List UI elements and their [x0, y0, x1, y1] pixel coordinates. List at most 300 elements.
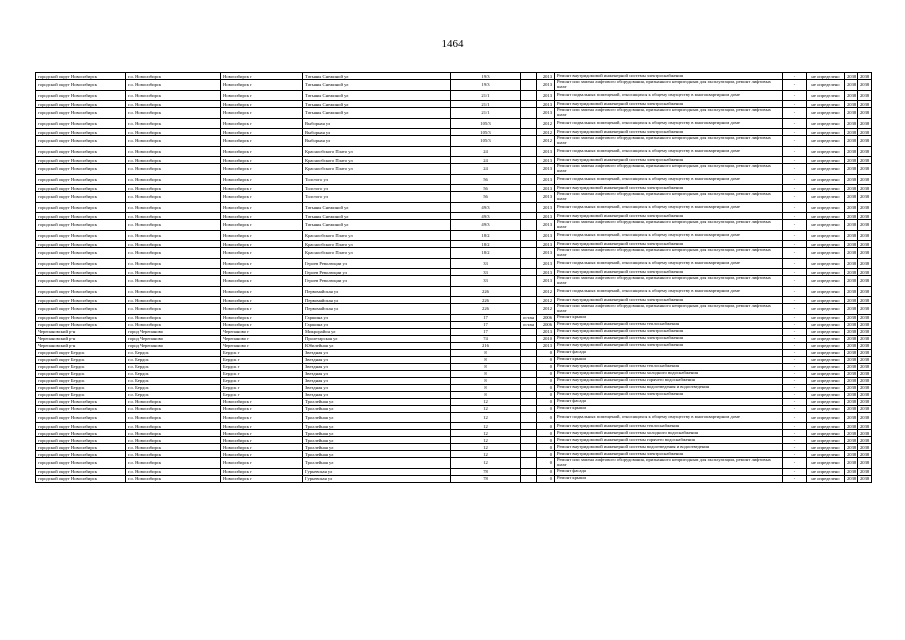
note-cell: не определено: [807, 321, 845, 328]
okrug-cell: городской округ Новосибирск: [36, 90, 126, 101]
house-number-cell: 74: [451, 335, 521, 342]
end-year-cell: 2038: [858, 185, 872, 192]
table-row: [36, 349, 872, 356]
municipality-cell: г.о. Новосибирск: [126, 458, 221, 469]
house-number-cell: 33: [451, 276, 521, 287]
okrug-cell: городской округ Новосибирск: [36, 80, 126, 91]
street-cell: Татьяны Снежиной ул: [303, 101, 451, 108]
note-cell: не определено: [807, 118, 845, 129]
status-flag-cell: [521, 356, 537, 363]
dash-cell: -: [783, 356, 807, 363]
end-year-cell: 2038: [858, 276, 872, 287]
city-cell: Новосибирск г: [221, 90, 303, 101]
dash-cell: -: [783, 164, 807, 175]
note-cell: не определено: [807, 458, 845, 469]
start-year-cell: 2038: [845, 458, 858, 469]
street-cell: Звездная ул: [303, 349, 451, 356]
dash-cell: -: [783, 297, 807, 304]
municipality-cell: г.о. Новосибирск: [126, 269, 221, 276]
city-cell: Новосибирск г: [221, 136, 303, 147]
table-row: [36, 405, 872, 412]
city-cell: Бердск г: [221, 356, 303, 363]
year-cell: 2013: [537, 164, 555, 175]
house-number-cell: 12: [451, 451, 521, 458]
city-cell: Новосибирск г: [221, 248, 303, 259]
work-type-cell: Ремонт подвальных помещений, относящихся к общему имуществу в многоквартирном доме: [555, 230, 783, 241]
year-cell: 2013: [537, 342, 555, 349]
table-row: [36, 118, 872, 129]
year-cell: 0: [537, 405, 555, 412]
dash-cell: -: [783, 444, 807, 451]
dash-cell: -: [783, 174, 807, 185]
note-cell: не определено: [807, 213, 845, 220]
street-cell: Троллейная ул: [303, 451, 451, 458]
street-cell: Первомайская ул: [303, 297, 451, 304]
end-year-cell: 2038: [858, 129, 872, 136]
municipality-cell: г.о. Новосибирск: [126, 412, 221, 423]
status-flag-cell: [521, 101, 537, 108]
status-flag-cell: [521, 192, 537, 203]
table-row: [36, 451, 872, 458]
status-flag-cell: [521, 248, 537, 259]
city-cell: Черепаново г: [221, 342, 303, 349]
municipality-cell: г.о. Новосибирск: [126, 90, 221, 101]
status-flag-cell: [521, 73, 537, 80]
work-type-cell: Ремонт или замена лифтового оборудования, признанного непригодным для эксплуатации, ремонт лифтовых шахт: [555, 458, 783, 469]
okrug-cell: городской округ Новосибирск: [36, 430, 126, 437]
okrug-cell: городской округ Новосибирск: [36, 164, 126, 175]
start-year-cell: 2038: [845, 304, 858, 315]
status-flag-cell: [521, 468, 537, 475]
work-type-cell: Ремонт внутридомовой инженерной системы теплоснабжения: [555, 321, 783, 328]
city-cell: Новосибирск г: [221, 314, 303, 321]
street-cell: Гаршина ул: [303, 321, 451, 328]
table-row: [36, 391, 872, 398]
table-row: [36, 230, 872, 241]
house-number-cell: 8: [451, 384, 521, 391]
work-type-cell: Ремонт внутридомовой инженерной системы холодного водоснабжения: [555, 430, 783, 437]
end-year-cell: 2038: [858, 342, 872, 349]
end-year-cell: 2038: [858, 356, 872, 363]
city-cell: Новосибирск г: [221, 230, 303, 241]
dash-cell: -: [783, 451, 807, 458]
okrug-cell: городской округ Бердск: [36, 384, 126, 391]
table-row: [36, 213, 872, 220]
table-row: [36, 192, 872, 203]
work-type-cell: Ремонт внутридомовой инженерной системы электроснабжения: [555, 241, 783, 248]
municipality-cell: г.о. Бердск: [126, 391, 221, 398]
municipality-cell: г.о. Новосибирск: [126, 444, 221, 451]
street-cell: Троллейная ул: [303, 423, 451, 430]
city-cell: Новосибирск г: [221, 185, 303, 192]
house-number-cell: 226: [451, 304, 521, 315]
city-cell: Новосибирск г: [221, 258, 303, 269]
municipality-cell: г.о. Новосибирск: [126, 80, 221, 91]
status-flag-cell: [521, 129, 537, 136]
municipality-cell: г.о. Бердск: [126, 370, 221, 377]
note-cell: не определено: [807, 423, 845, 430]
status-flag-cell: [521, 398, 537, 405]
city-cell: Бердск г: [221, 349, 303, 356]
municipality-cell: г.о. Бердск: [126, 363, 221, 370]
table-row: [36, 241, 872, 248]
work-type-cell: Ремонт крыши: [555, 314, 783, 321]
work-type-cell: Ремонт фасада: [555, 349, 783, 356]
okrug-cell: городской округ Новосибирск: [36, 475, 126, 482]
house-number-cell: 21/1: [451, 101, 521, 108]
municipality-cell: г.о. Новосибирск: [126, 157, 221, 164]
house-number-cell: 12: [451, 458, 521, 469]
municipality-cell: г.о. Новосибирск: [126, 192, 221, 203]
work-type-cell: Ремонт или замена лифтового оборудования, признанного непригодным для эксплуатации, ремонт лифтовых шахт: [555, 136, 783, 147]
start-year-cell: 2038: [845, 297, 858, 304]
city-cell: Новосибирск г: [221, 468, 303, 475]
end-year-cell: 2038: [858, 391, 872, 398]
table-row: [36, 342, 872, 349]
street-cell: Краснообского Плато ул: [303, 241, 451, 248]
year-cell: 0: [537, 458, 555, 469]
year-cell: 0: [537, 349, 555, 356]
work-type-cell: Ремонт или замена лифтового оборудования, признанного непригодным для эксплуатации, ремонт лифтовых шахт: [555, 80, 783, 91]
note-cell: не определено: [807, 430, 845, 437]
table-row: [36, 304, 872, 315]
note-cell: не определено: [807, 398, 845, 405]
year-cell: 2013: [537, 108, 555, 119]
note-cell: не определено: [807, 241, 845, 248]
city-cell: Бердск г: [221, 391, 303, 398]
street-cell: Микрорайон ул: [303, 328, 451, 335]
status-flag-cell: [521, 297, 537, 304]
work-type-cell: Ремонт подвальных помещений, относящихся к общему имуществу в многоквартирном доме: [555, 146, 783, 157]
start-year-cell: 2038: [845, 129, 858, 136]
page-number: 1464: [441, 38, 464, 50]
dash-cell: -: [783, 80, 807, 91]
house-number-cell: 226: [451, 286, 521, 297]
note-cell: не определено: [807, 258, 845, 269]
start-year-cell: 2038: [845, 108, 858, 119]
status-flag-cell: [521, 342, 537, 349]
house-number-cell: 17: [451, 314, 521, 321]
dash-cell: -: [783, 157, 807, 164]
house-number-cell: 56: [451, 192, 521, 203]
note-cell: не определено: [807, 157, 845, 164]
okrug-cell: Черепановский р-н: [36, 328, 126, 335]
city-cell: Новосибирск г: [221, 423, 303, 430]
end-year-cell: 2038: [858, 468, 872, 475]
work-type-cell: Ремонт внутридомовой инженерной системы электроснабжения: [555, 342, 783, 349]
street-cell: Гурьевская ул: [303, 468, 451, 475]
city-cell: Бердск г: [221, 377, 303, 384]
year-cell: 0: [537, 384, 555, 391]
work-type-cell: Ремонт подвальных помещений, относящихся к общему имуществу в многоквартирном доме: [555, 258, 783, 269]
okrug-cell: городской округ Новосибирск: [36, 101, 126, 108]
street-cell: Гурьевская ул: [303, 475, 451, 482]
dash-cell: -: [783, 230, 807, 241]
okrug-cell: городской округ Новосибирск: [36, 157, 126, 164]
okrug-cell: городской округ Бердск: [36, 349, 126, 356]
table-row: [36, 384, 872, 391]
end-year-cell: 2038: [858, 101, 872, 108]
house-number-cell: 24: [451, 164, 521, 175]
start-year-cell: 2038: [845, 220, 858, 231]
municipality-cell: г.о. Новосибирск: [126, 468, 221, 475]
okrug-cell: городской округ Бердск: [36, 370, 126, 377]
table-row: [36, 356, 872, 363]
house-number-cell: 12: [451, 412, 521, 423]
municipality-cell: г.о. Новосибирск: [126, 405, 221, 412]
house-number-cell: 105/3: [451, 118, 521, 129]
end-year-cell: 2038: [858, 202, 872, 213]
house-number-cell: 8: [451, 349, 521, 356]
start-year-cell: 2038: [845, 136, 858, 147]
year-cell: 2006: [537, 314, 555, 321]
okrug-cell: Черепановский р-н: [36, 335, 126, 342]
city-cell: Новосибирск г: [221, 269, 303, 276]
dash-cell: -: [783, 146, 807, 157]
street-cell: Краснообского Плато ул: [303, 157, 451, 164]
end-year-cell: 2038: [858, 174, 872, 185]
okrug-cell: городской округ Новосибирск: [36, 248, 126, 259]
work-type-cell: Ремонт внутридомовой инженерной системы электроснабжения: [555, 391, 783, 398]
end-year-cell: 2038: [858, 108, 872, 119]
table-row: [36, 80, 872, 91]
municipality-cell: г.о. Новосибирск: [126, 475, 221, 482]
city-cell: Новосибирск г: [221, 444, 303, 451]
street-cell: Троллейная ул: [303, 458, 451, 469]
end-year-cell: 2038: [858, 157, 872, 164]
end-year-cell: 2038: [858, 437, 872, 444]
start-year-cell: 2038: [845, 356, 858, 363]
year-cell: 2013: [537, 241, 555, 248]
dash-cell: -: [783, 412, 807, 423]
note-cell: не определено: [807, 356, 845, 363]
city-cell: Новосибирск г: [221, 220, 303, 231]
start-year-cell: 2038: [845, 202, 858, 213]
work-type-cell: Ремонт или замена лифтового оборудования, признанного непригодным для эксплуатации, ремонт лифтовых шахт: [555, 192, 783, 203]
start-year-cell: 2038: [845, 185, 858, 192]
okrug-cell: городской округ Новосибирск: [36, 213, 126, 220]
start-year-cell: 2038: [845, 164, 858, 175]
city-cell: Новосибирск г: [221, 437, 303, 444]
end-year-cell: 2038: [858, 269, 872, 276]
start-year-cell: 2038: [845, 363, 858, 370]
work-type-cell: Ремонт внутридомовой инженерной системы электроснабжения: [555, 451, 783, 458]
end-year-cell: 2038: [858, 423, 872, 430]
house-number-cell: 24: [451, 146, 521, 157]
status-flag-cell: [521, 80, 537, 91]
year-cell: 2010: [537, 335, 555, 342]
house-number-cell: 17: [451, 321, 521, 328]
city-cell: Новосибирск г: [221, 458, 303, 469]
table-row: [36, 174, 872, 185]
note-cell: не определено: [807, 174, 845, 185]
street-cell: Троллейная ул: [303, 430, 451, 437]
work-type-cell: Ремонт внутридомовой инженерной системы электроснабжения: [555, 335, 783, 342]
house-number-cell: 12: [451, 444, 521, 451]
table-row: [36, 276, 872, 287]
work-type-cell: Ремонт фасада: [555, 468, 783, 475]
street-cell: Краснообского Плато ул: [303, 248, 451, 259]
street-cell: Краснообского Плато ул: [303, 146, 451, 157]
year-cell: 2013: [537, 80, 555, 91]
work-type-cell: Ремонт внутридомовой инженерной системы водоотведения и водоотведения: [555, 384, 783, 391]
dash-cell: -: [783, 391, 807, 398]
start-year-cell: 2038: [845, 370, 858, 377]
year-cell: 2012: [537, 118, 555, 129]
work-type-cell: Ремонт или замена лифтового оборудования, признанного непригодным для эксплуатации, ремонт лифтовых шахт: [555, 276, 783, 287]
city-cell: Новосибирск г: [221, 451, 303, 458]
okrug-cell: городской округ Новосибирск: [36, 146, 126, 157]
note-cell: не определено: [807, 370, 845, 377]
start-year-cell: 2038: [845, 328, 858, 335]
year-cell: 2013: [537, 328, 555, 335]
year-cell: 2013: [537, 192, 555, 203]
note-cell: не определено: [807, 304, 845, 315]
municipality-cell: г.о. Новосибирск: [126, 430, 221, 437]
dash-cell: -: [783, 129, 807, 136]
table-row: [36, 398, 872, 405]
house-number-cell: 24: [451, 157, 521, 164]
table-row: [36, 202, 872, 213]
street-cell: Юбилейная ул: [303, 342, 451, 349]
municipality-cell: г.о. Новосибирск: [126, 213, 221, 220]
house-number-cell: 226: [451, 297, 521, 304]
status-flag-cell: [521, 185, 537, 192]
okrug-cell: городской округ Новосибирск: [36, 437, 126, 444]
dash-cell: -: [783, 286, 807, 297]
status-flag-cell: [521, 377, 537, 384]
table-row: [36, 314, 872, 321]
municipality-cell: г.о. Новосибирск: [126, 108, 221, 119]
status-flag-cell: [521, 363, 537, 370]
work-type-cell: Ремонт внутридомовой инженерной системы электроснабжения: [555, 157, 783, 164]
end-year-cell: 2038: [858, 248, 872, 259]
dash-cell: -: [783, 241, 807, 248]
house-number-cell: 18/2: [451, 241, 521, 248]
dash-cell: -: [783, 108, 807, 119]
work-type-cell: Ремонт или замена лифтового оборудования, признанного непригодным для эксплуатации, ремонт лифтовых шахт: [555, 108, 783, 119]
start-year-cell: 2038: [845, 349, 858, 356]
status-flag-cell: [521, 90, 537, 101]
status-flag-cell: [521, 213, 537, 220]
end-year-cell: 2038: [858, 241, 872, 248]
municipality-cell: г.о. Новосибирск: [126, 304, 221, 315]
year-cell: 0: [537, 451, 555, 458]
end-year-cell: 2038: [858, 475, 872, 482]
city-cell: Бердск г: [221, 370, 303, 377]
end-year-cell: 2038: [858, 73, 872, 80]
end-year-cell: 2038: [858, 444, 872, 451]
dash-cell: -: [783, 328, 807, 335]
year-cell: 2013: [537, 269, 555, 276]
year-cell: 2013: [537, 146, 555, 157]
start-year-cell: 2038: [845, 437, 858, 444]
dash-cell: -: [783, 304, 807, 315]
year-cell: 2013: [537, 213, 555, 220]
municipality-cell: г.о. Новосибирск: [126, 451, 221, 458]
house-number-cell: 8: [451, 377, 521, 384]
dash-cell: -: [783, 423, 807, 430]
city-cell: Новосибирск г: [221, 73, 303, 80]
municipality-cell: город Черепаново: [126, 342, 221, 349]
municipality-cell: г.о. Новосибирск: [126, 248, 221, 259]
house-number-cell: 19/3: [451, 73, 521, 80]
start-year-cell: 2038: [845, 276, 858, 287]
street-cell: Толстого ул: [303, 192, 451, 203]
status-flag-cell: [521, 108, 537, 119]
city-cell: Новосибирск г: [221, 286, 303, 297]
street-cell: Звездная ул: [303, 391, 451, 398]
work-type-cell: Ремонт или замена лифтового оборудования, признанного непригодным для эксплуатации, ремонт лифтовых шахт: [555, 248, 783, 259]
end-year-cell: 2038: [858, 146, 872, 157]
okrug-cell: городской округ Новосибирск: [36, 451, 126, 458]
street-cell: Выборная ул: [303, 129, 451, 136]
municipality-cell: г.о. Новосибирск: [126, 185, 221, 192]
street-cell: Татьяны Снежиной ул: [303, 220, 451, 231]
street-cell: Героев Революции ул: [303, 269, 451, 276]
okrug-cell: городской округ Бердск: [36, 363, 126, 370]
start-year-cell: 2038: [845, 475, 858, 482]
dash-cell: -: [783, 90, 807, 101]
end-year-cell: 2038: [858, 164, 872, 175]
note-cell: не определено: [807, 276, 845, 287]
status-flag-cell: [521, 174, 537, 185]
table-row: [36, 185, 872, 192]
street-cell: Татьяны Снежиной ул: [303, 108, 451, 119]
dash-cell: -: [783, 248, 807, 259]
okrug-cell: городской округ Новосибирск: [36, 220, 126, 231]
okrug-cell: городской округ Новосибирск: [36, 458, 126, 469]
start-year-cell: 2038: [845, 73, 858, 80]
house-number-cell: 78: [451, 475, 521, 482]
status-flag-cell: [521, 258, 537, 269]
house-number-cell: 105/3: [451, 129, 521, 136]
work-type-cell: Ремонт внутридомовой инженерной системы электроснабжения: [555, 269, 783, 276]
city-cell: Новосибирск г: [221, 241, 303, 248]
house-number-cell: 12: [451, 398, 521, 405]
table-row: [36, 129, 872, 136]
city-cell: Черепаново г: [221, 328, 303, 335]
start-year-cell: 2038: [845, 314, 858, 321]
city-cell: Бердск г: [221, 384, 303, 391]
status-flag-cell: [521, 230, 537, 241]
table-row: [36, 101, 872, 108]
start-year-cell: 2038: [845, 146, 858, 157]
city-cell: Новосибирск г: [221, 174, 303, 185]
street-cell: Звездная ул: [303, 370, 451, 377]
start-year-cell: 2038: [845, 391, 858, 398]
municipality-cell: г.о. Бердск: [126, 384, 221, 391]
municipality-cell: г.о. Новосибирск: [126, 258, 221, 269]
municipality-cell: г.о. Новосибирск: [126, 314, 221, 321]
house-number-cell: 21/1: [451, 108, 521, 119]
dash-cell: -: [783, 437, 807, 444]
year-cell: 2013: [537, 248, 555, 259]
street-cell: Выборная ул: [303, 136, 451, 147]
note-cell: не определено: [807, 185, 845, 192]
status-flag-cell: [521, 444, 537, 451]
city-cell: Новосибирск г: [221, 412, 303, 423]
dash-cell: -: [783, 384, 807, 391]
municipality-cell: г.о. Новосибирск: [126, 437, 221, 444]
house-number-cell: 216: [451, 342, 521, 349]
municipality-cell: г.о. Новосибирск: [126, 101, 221, 108]
work-type-cell: Ремонт внутридомовой инженерной системы теплоснабжения: [555, 363, 783, 370]
status-flag-cell: [521, 241, 537, 248]
okrug-cell: городской округ Новосибирск: [36, 412, 126, 423]
end-year-cell: 2038: [858, 405, 872, 412]
year-cell: 0: [537, 356, 555, 363]
